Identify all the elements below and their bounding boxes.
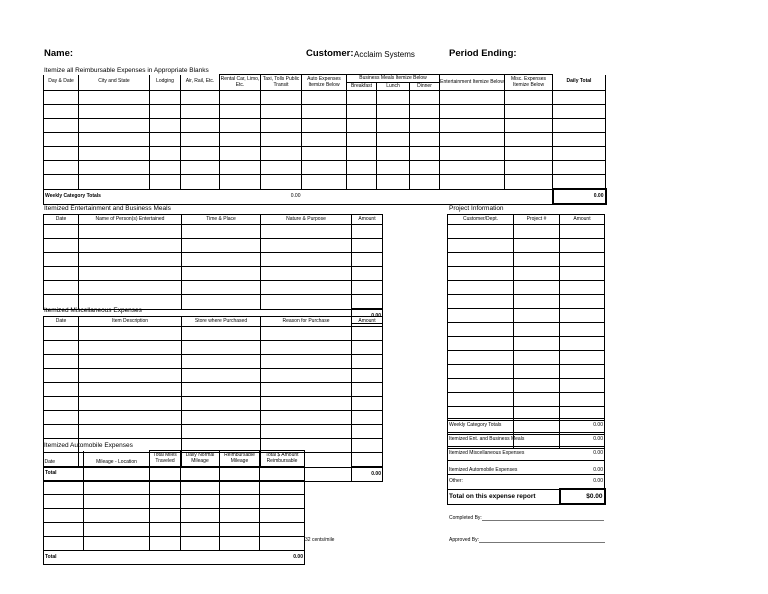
ent-total-value: 0.00 (352, 309, 383, 324)
auto-col-amount: Total $ Amount Reimbursable (260, 451, 305, 467)
auto-total-label: Total (44, 551, 84, 565)
table-row[interactable] (44, 369, 383, 383)
summary-total-row (448, 489, 605, 504)
table-row[interactable] (448, 239, 605, 253)
completed-by-line[interactable] (482, 514, 604, 521)
table-row[interactable] (44, 467, 305, 481)
auto-total-value: 0.00 (260, 551, 305, 565)
table-row[interactable] (448, 379, 605, 393)
table-row[interactable] (44, 147, 606, 161)
auto-title: Itemized Automobile Expenses (44, 442, 133, 449)
table-row[interactable] (44, 161, 606, 175)
table-row[interactable] (448, 267, 605, 281)
misc-col-date: Date (44, 317, 79, 327)
weekly-totals-row (44, 189, 606, 204)
table-row[interactable] (44, 253, 383, 267)
weekly-totals-label: Weekly Category Totals (44, 189, 150, 204)
approved-by[interactable] (449, 536, 605, 543)
table-row[interactable] (44, 225, 383, 239)
ent-col-date: Date (44, 215, 79, 225)
table-row[interactable] (44, 411, 383, 425)
table-row[interactable] (448, 225, 605, 239)
table-row[interactable] (44, 91, 606, 105)
table-row[interactable] (44, 133, 606, 147)
summary-misc-label: Itemized Miscellaneous Expenses (448, 447, 560, 461)
col-breakfast: Breakfast (347, 83, 377, 91)
misc-col-reason: Reason for Purchase (261, 317, 352, 327)
table-row[interactable] (448, 281, 605, 295)
table-row[interactable] (448, 393, 605, 407)
table-row[interactable] (44, 397, 383, 411)
summary-row (448, 433, 605, 447)
auto-col-normal-mileage: Daily Normal Mileage (181, 451, 220, 467)
project-col-customer: Customer/Dept. (448, 215, 514, 225)
summary-ent-value: 0.00 (560, 433, 605, 447)
col-lunch: Lunch (377, 83, 410, 91)
summary-weekly-label: Weekly Category Totals (448, 419, 560, 433)
table-row[interactable] (44, 341, 383, 355)
col-lodging: Lodging (150, 75, 181, 91)
col-rental-car: Rental Car, Limo, Etc. (220, 75, 261, 91)
table-row[interactable] (44, 327, 383, 341)
auto-total-row (44, 551, 305, 565)
table-row[interactable] (44, 523, 305, 537)
misc-total-label: Total (44, 467, 79, 482)
col-misc-expenses: Misc. Expenses Itemize Below (505, 75, 553, 91)
table-row[interactable] (44, 239, 383, 253)
col-dinner: Dinner (410, 83, 440, 91)
ent-col-name: Name of Person(s) Entertained (79, 215, 182, 225)
misc-col-item: Item Description (79, 317, 182, 327)
summary-auto-value: 0.00 (560, 461, 605, 475)
table-row[interactable] (448, 337, 605, 351)
table-row[interactable] (44, 267, 383, 281)
project-title: Project Information (449, 205, 504, 212)
col-daily-total: Daily Total (553, 75, 606, 91)
daily-total-value: 0.00 (553, 189, 606, 204)
table-row[interactable] (448, 253, 605, 267)
table-row[interactable] (44, 119, 606, 133)
transit-total: 0.00 (261, 189, 302, 204)
misc-col-store: Store where Purchased (182, 317, 261, 327)
project-table (447, 214, 605, 449)
name-label: Name: (44, 48, 74, 59)
summary-table (447, 418, 606, 505)
completed-by-label: Completed By: (449, 515, 482, 521)
customer-value: Acclaim Systems (354, 50, 415, 59)
misc-title: Itemized Miscellaneous Expenses (44, 307, 142, 314)
table-row[interactable] (448, 323, 605, 337)
col-city-state: City and State (79, 75, 150, 91)
summary-total-label: Total on this expense report (448, 489, 560, 504)
table-row[interactable] (44, 105, 606, 119)
summary-ent-label: Itemized Ent. and Business Meals (448, 433, 560, 447)
auto-col-location: Mileage - Location (84, 451, 150, 467)
summary-row (448, 461, 605, 475)
expenses-title: Itemize all Reimbursable Expenses in Appropriate Blanks (44, 67, 209, 74)
ent-col-time-place: Time & Place (182, 215, 261, 225)
col-entertainment: Entertainment Itemize Below (440, 75, 505, 91)
ent-col-amount: Amount (352, 215, 383, 225)
table-row[interactable] (44, 425, 383, 439)
summary-weekly-value: 0.00 (560, 419, 605, 433)
table-row[interactable] (44, 355, 383, 369)
table-row[interactable] (448, 365, 605, 379)
table-row[interactable] (44, 281, 383, 295)
table-row[interactable] (44, 175, 606, 190)
table-row[interactable] (44, 509, 305, 523)
auto-table (43, 450, 305, 565)
col-auto-expenses: Auto Expenses Itemize Below (302, 75, 347, 91)
summary-row (448, 447, 605, 461)
table-row[interactable] (448, 351, 605, 365)
table-row[interactable] (44, 495, 305, 509)
ent-col-nature: Nature & Purpose (261, 215, 352, 225)
table-row[interactable] (44, 481, 305, 495)
meals-group-header: Business Meals Itemize Below (347, 75, 440, 83)
summary-total-value: $0.00 (560, 489, 605, 504)
approved-by-line[interactable] (479, 536, 605, 543)
customer-label: Customer: (306, 48, 354, 59)
table-row[interactable] (44, 383, 383, 397)
summary-misc-value: 0.00 (560, 447, 605, 461)
summary-auto-label: Itemized Automobile Expenses (448, 461, 560, 475)
project-col-number: Project # (514, 215, 560, 225)
summary-row (448, 475, 605, 490)
col-taxi-tolls: Taxi, Tolls Public Transit (261, 75, 302, 91)
auto-col-reimbursable-mileage: Reimbursable Mileage (220, 451, 260, 467)
completed-by[interactable] (449, 514, 604, 521)
table-row[interactable] (448, 309, 605, 323)
misc-total-value: 0.00 (352, 467, 383, 482)
col-air-rail: Air, Rail, Etc. (181, 75, 220, 91)
project-col-amount: Amount (560, 215, 605, 225)
summary-other-value: 0.00 (560, 475, 605, 490)
summary-other-label: Other: (448, 475, 560, 490)
period-ending-label: Period Ending: (449, 48, 517, 59)
table-row[interactable] (448, 295, 605, 309)
auto-col-total-miles: Total Miles Traveled (150, 451, 181, 467)
summary-row (448, 419, 605, 433)
mileage-rate-note: 32 cents/mile (305, 537, 335, 543)
approved-by-label: Approved By: (449, 537, 480, 543)
table-row[interactable] (44, 537, 305, 551)
auto-col-date: Date (44, 451, 84, 467)
expense-table (43, 74, 607, 205)
misc-col-amount: Amount (352, 317, 383, 327)
col-day-date: Day & Date (44, 75, 79, 91)
entertainment-title: Itemized Entertainment and Business Meals (44, 205, 171, 212)
